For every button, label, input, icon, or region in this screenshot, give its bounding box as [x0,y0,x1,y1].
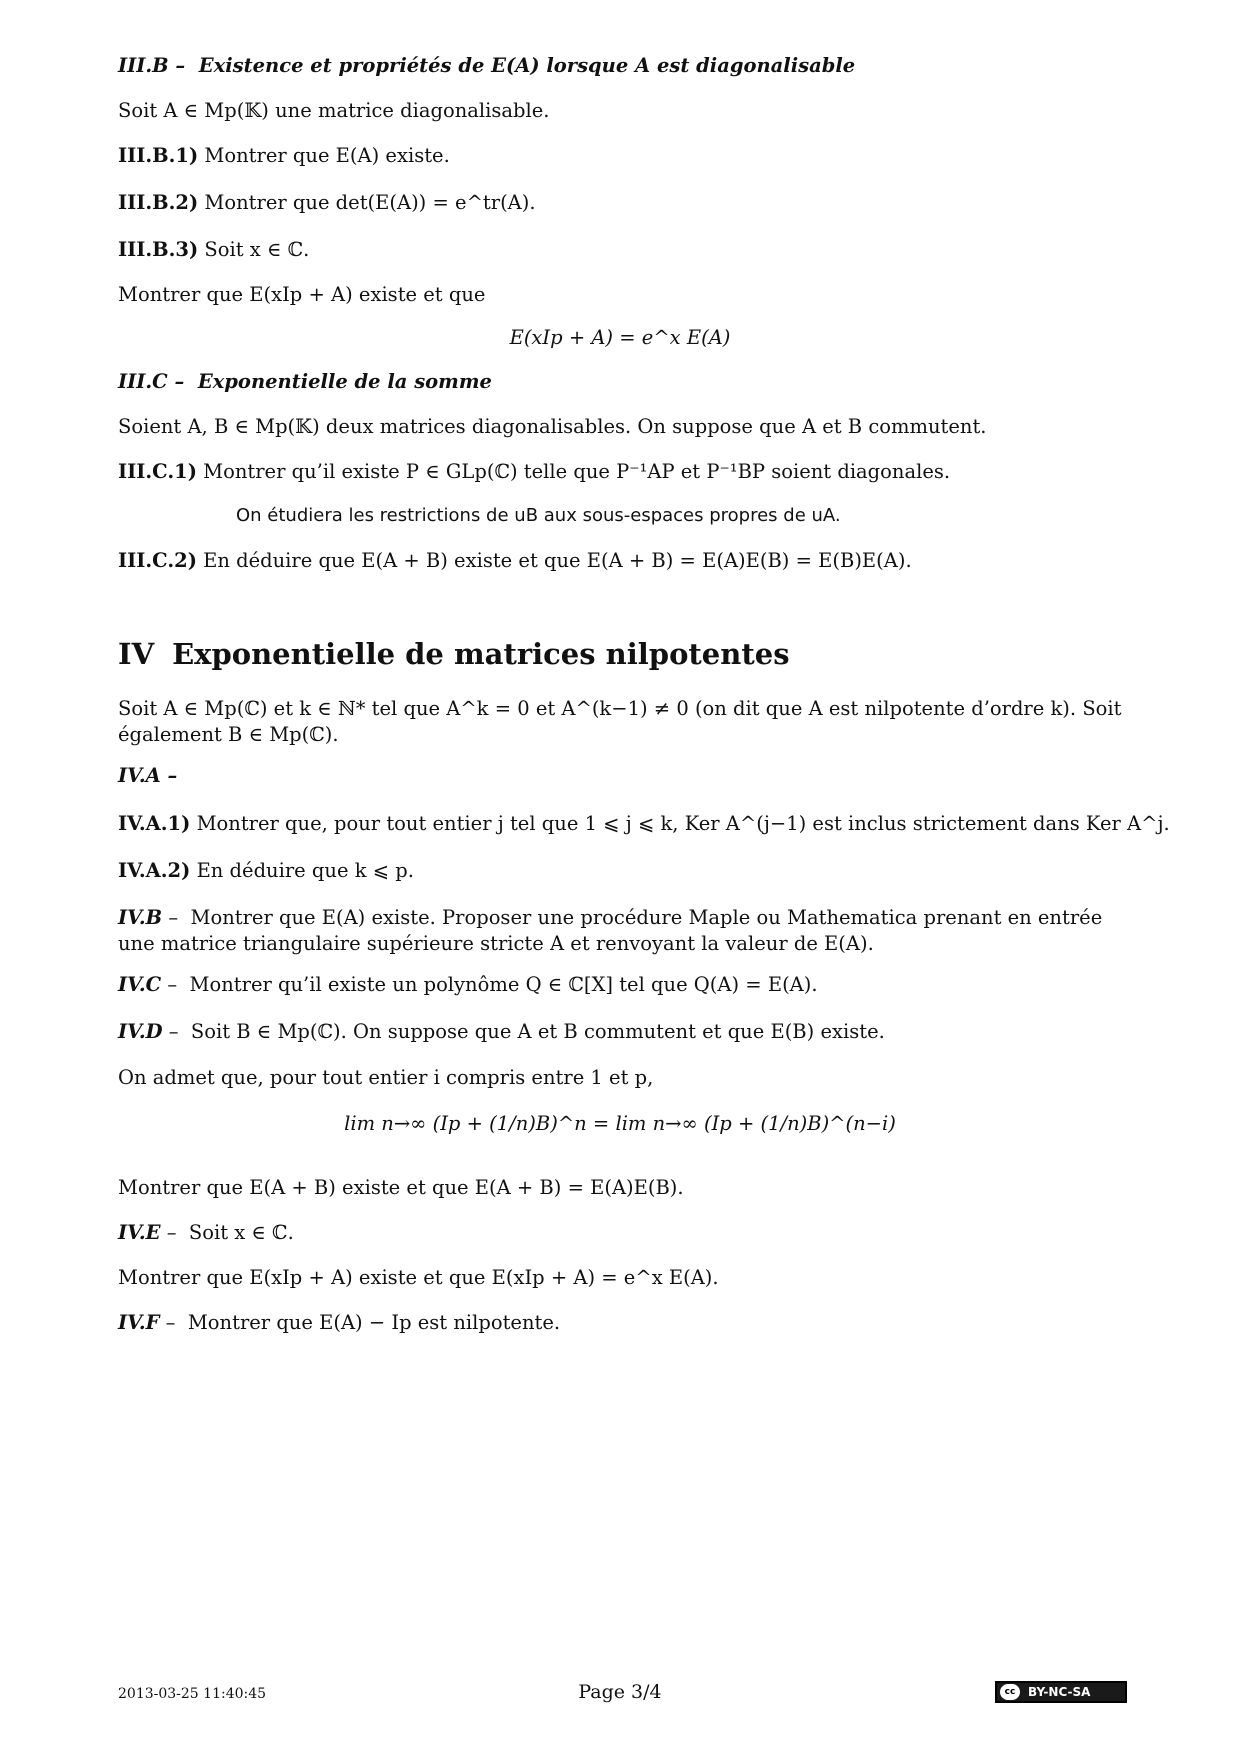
iiib-q3-num: III.B.3) [118,238,199,261]
iiic-hint: On étudiera les restrictions de uB aux sous-espaces propres de uA. [236,505,841,526]
iv-f: IV.F – Montrer que E(A) − Ip est nilpotente. [118,1311,561,1334]
iiib-q2-num: III.B.2) [118,191,199,214]
iv-a-num: IV.A [118,764,161,787]
section-iv-title-text: Exponentielle de matrices nilpotentes [172,637,790,671]
license-badge[interactable] [995,1681,1127,1703]
iv-c: IV.C – Montrer qu’il existe un polynôme Q ∈ ℂ[X] tel que Q(A) = E(A). [118,973,818,996]
footer-timestamp: 2013-03-25 11:40:45 [118,1686,267,1702]
iiib-q3 [118,237,309,263]
iv-a2-text: En déduire que k ⩽ p. [196,859,414,882]
iiib-intro: Soit A ∈ Mp(𝕂) une matrice diagonalisable. [118,99,550,122]
iiib-q1-text: Montrer que E(A) existe. [204,144,450,167]
heading-iiic-title: Exponentielle de la somme [197,370,492,393]
heading-iiib-num: III.B [118,54,169,77]
iiic-q1 [118,459,950,485]
iv-d-admit: On admet que, pour tout entier i compris entre 1 et p, [118,1066,654,1089]
iv-a1 [118,811,1170,837]
iiic-q1-num: III.C.1) [118,460,197,483]
iiic-q2-text: En déduire que E(A + B) existe et que E(A + B) = E(A)E(B) = E(B)E(A). [203,549,912,572]
iv-d: IV.D – Soit B ∈ Mp(ℂ). On suppose que A et B commutent et que E(B) existe. [118,1020,885,1043]
iv-c-num: IV.C [118,973,162,996]
iv-d-num: IV.D [118,1020,163,1043]
iiic-q2 [118,548,912,574]
iv-b-num: IV.B [118,906,163,929]
section-iv-number: IV [118,637,155,671]
creative-commons-icon: cc [1000,1684,1020,1700]
iv-a1-num: IV.A.1) [118,812,191,835]
heading-iiib-title: Existence et propriétés de E(A) lorsque A est diagonalisable [198,54,856,77]
iv-d-text: Soit B ∈ Mp(ℂ). On suppose que A et B commutent et que E(B) existe. [190,1020,885,1043]
iiib-q3-follow: Montrer que E(xIp + A) existe et que [118,283,486,306]
iv-a1-text: Montrer que, pour tout entier j tel que 1 ⩽ j ⩽ k, Ker A^(j−1) est inclus strictement dans Ker A^j. [196,812,1170,835]
iiic-q1-text: Montrer qu’il existe P ∈ GLp(ℂ) telle que P⁻¹AP et P⁻¹BP soient diagonales. [203,460,951,483]
heading-iiib: III.B – Existence et propriétés de E(A) lorsque A est diagonalisable [118,54,856,77]
section-iv-title [118,637,790,671]
iv-e: IV.E – Soit x ∈ ℂ. [118,1221,294,1244]
iv-b: IV.B – Montrer que E(A) existe. Proposer une procédure Maple ou Mathematica prenant en entrée une matrice triangulaire supérieure stricte A et renvoyant la valeur de E(A). [118,906,1103,955]
iiib-q2 [118,190,536,216]
heading-iiic: III.C – Exponentielle de la somme [118,370,492,393]
iv-e-num: IV.E [118,1221,161,1244]
iiic-intro: Soient A, B ∈ Mp(𝕂) deux matrices diagonalisables. On suppose que A et B commutent. [118,415,987,438]
iiic-q2-num: III.C.2) [118,549,197,572]
iv-a-heading: IV.A – [118,764,178,787]
iv-b-text: Montrer que E(A) existe. Proposer une procédure Maple ou Mathematica prenant en entrée une matrice triangulaire supérieure stricte A et renvoyant la valeur de E(A). [118,906,1103,955]
iv-a2 [118,858,414,884]
iv-f-text: Montrer que E(A) − Ip est nilpotente. [187,1311,561,1334]
license-label: BY-NC-SA [1028,1685,1091,1699]
iv-e-follow: Montrer que E(xIp + A) existe et que E(xIp + A) = e^x E(A). [118,1266,719,1289]
heading-iiic-num: III.C [118,370,168,393]
iv-d-follow: Montrer que E(A + B) existe et que E(A + B) = E(A)E(B). [118,1176,684,1199]
iv-d-formula: lim n→∞ (Ip + (1/n)B)^n = lim n→∞ (Ip + (1/n)B)^(n−i) [344,1112,896,1135]
iv-e-text: Soit x ∈ ℂ. [188,1221,294,1244]
iiib-q2-text: Montrer que det(E(A)) = e^tr(A). [204,191,536,214]
iv-f-num: IV.F [118,1311,160,1334]
iv-c-text: Montrer qu’il existe un polynôme Q ∈ ℂ[X] tel que Q(A) = E(A). [189,973,818,996]
iv-a2-num: IV.A.2) [118,859,191,882]
iiib-q1 [118,143,450,169]
iv-intro: Soit A ∈ Mp(ℂ) et k ∈ ℕ* tel que A^k = 0 et A^(k−1) ≠ 0 (on dit que A est nilpotente d’ordre k). Soit également B ∈ Mp(ℂ). [118,697,1122,746]
iiib-q3-text: Soit x ∈ ℂ. [204,238,310,261]
iiib-q3-formula: E(xIp + A) = e^x E(A) [509,326,731,349]
footer-page-number: Page 3/4 [578,1681,662,1703]
iiib-q1-num: III.B.1) [118,144,199,167]
